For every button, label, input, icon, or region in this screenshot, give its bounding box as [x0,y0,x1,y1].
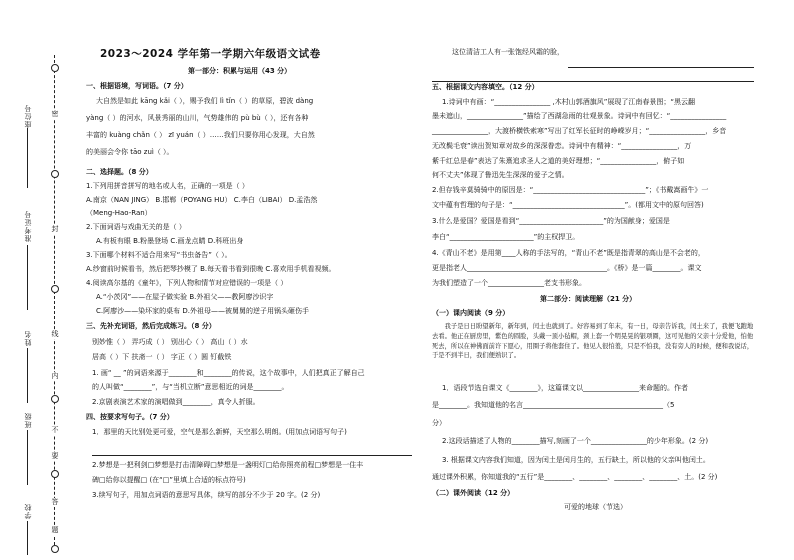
sentence-stem: 这位清洁工人有一张饱经风霜的脸， [452,48,564,56]
fill-line: 紫千红总是春”表达了朱熹追求圣人之道的美好理想；“________________，俯子如 [432,157,685,165]
part1-heading: 第一部分：积累与运用（43 分） [188,67,292,75]
reading2-title: 可爱的地球（节选） [564,503,627,511]
binding-margin [0,0,70,560]
binding-hole [51,395,59,403]
seal-mark: 封 [51,225,59,233]
fill-line: ________________，大渡桥横铁索寒”写出了红军长征时的峥嵘岁月；“________________，乡音 [432,127,727,135]
answer-options: A.纱窗前时候看书，然后把琴抄模了 B.每天看书看到很晚 C.喜欢用手机看视频。 [86,265,336,273]
answer-line[interactable] [432,74,754,82]
fill-line: 4.《青山不老》是用第____人称的手法写的，“青山不老”既是指青翠的高山是不会老的， [432,249,705,257]
section1-line: 大自然是如此 kāng kǎi（ ），赐予我们 lì tǐn（ ）的草原，碧波 dàng [96,97,314,105]
fill-line: 墨未遮山，________________”描绘了西湖急雨的壮观景象。诗词中有回忆：“________________ [432,112,727,120]
binding-hole [51,170,59,178]
question-text: 1. 画“ __ ”的词语来源于________和________的传说，这个故事中，人们把真正了解自己 [92,369,365,377]
question-text: 分） [432,419,446,427]
question-text: 的人叫做“________”，与“当机立断”意思相近的词是________。 [92,383,289,391]
section1-line: 丰富的 kuàng chǎn（ ） zī yuán（ ）……我们只要你用心发现，大自然 [86,131,315,139]
fill-line: 何不丈夫”体现了鲁迅先生深深的爱子之情。 [432,171,569,179]
question-text: 2.这段话描述了人物的________描写,刻画了一个________________的少年形象。(2 分) [442,437,709,445]
section2-heading: 二、选择题。（8 分） [86,168,153,176]
answer-line[interactable] [568,60,754,68]
question-text: 通过课外积累，你知道我的“五行”是________、________、________、________、土。(2 分) [432,473,718,481]
seat-number-label: 座位号 [24,104,32,128]
reading2-heading: （二）课外阅读（12 分） [432,489,515,497]
answer-options: A.有板有眼 B.粉墨登场 C.画龙点睛 D.科班出身 [96,237,244,245]
question-text: 1．那里的天比别处更可爱，空气是那么新鲜，天空那么明朗。(用加点词语写句子) [92,428,347,436]
reading-passage: 我子是日日盼望新年，新年到，闰土也就到了。好容易到了年末，有一日，母亲告诉我，闰土来了，我便飞跑地去看。他正在厨房里，紫色的圆脸，头戴一顶小毡帽，颈上套一个明晃晃的银项圈，这可见他的父亲十分爱他，怕他死去，所以在神佛面前许下愿心，用圈子将他套住了。他见人很怕羞，只是不怕我，没有旁人的时候，便和我说话，于是不到半日，我们便熟识了。 [432,323,754,360]
seal-mark: 题 [51,526,59,534]
seal-mark: 不 [51,426,59,434]
school-field[interactable] [27,521,28,555]
idiom-row: 居高（ ）下 扶斋一（ ） 字正（ ）圆 钉截铁 [92,353,232,361]
seal-mark: 答 [51,498,59,506]
exam-number-label: 准考证号 [24,210,32,242]
seal-mark: 密 [51,110,59,118]
section5-heading: 五、根据课文内容填空。（12 分） [432,83,539,91]
answer-options: C.阿廖沙——染坏家的桌布 D.外祖母——被舅舅的逆子用锅头砸伤手 [96,307,309,315]
section1-heading: 一、根据语境，写词语。（7 分） [86,82,188,90]
seal-mark: 内 [51,372,59,380]
fill-line: 无改鬓毛衰”读出贺知章对故乡的深深眷恋。诗词中有精神：“________________，万 [432,142,692,150]
question-text: 3.续写句子，用加点词语的意思写具体，续写的部分不少于 20 字。(2 分) [92,491,321,499]
fill-line: 1.诗词中有画：“________________ ,木村山郭酒旗风”展现了江南春景图；“黑云翻 [442,98,696,106]
question-text: 2.下面词语与戏曲无关的是（ ） [86,223,186,231]
class-field[interactable] [27,430,28,485]
seal-mark: 要 [51,452,59,460]
part2-heading: 第二部分：阅读理解（21 分） [540,295,637,303]
binding-hole [51,285,59,293]
question-text: 1．语段节选自课文《________》，这篇课文以________________来命题的。作者 [442,384,688,392]
exam-number-field[interactable] [27,245,28,310]
binding-hole [51,545,59,553]
fill-line: 更是指老人________________________________________。《桥》是一篇________。课文 [432,264,702,272]
question-text: 3. 根据课文内容我们知道，因为闰土是闰月生的，五行缺土，所以他的父亲叫他闰土。 [442,456,710,464]
class-label: 班级 [24,412,32,428]
seat-number-field[interactable] [27,128,28,188]
binding-hole [51,470,59,478]
question-text: 2.京剧表演艺术家的演唱做到________，真令人折服。 [92,398,260,406]
exam-title: 2023～2024 学年第一学期六年级语文试卷 [100,48,321,60]
question-text: 2.梦想是一把利剑□梦想是打击清障碍□梦想是一盏明灯□给你照亮前程□梦想是一住丰 [92,461,364,469]
seal-mark: 线 [51,330,59,338]
name-field[interactable] [27,348,28,403]
school-label: 学校 [24,503,32,519]
idiom-row: 别妙惟（ ） 弄巧成（ ） 别出心（ ） 高山（ ）水 [92,338,248,346]
answer-options: A.“小茨冈”——在屋子做实验 B.外祖父——教阿廖沙识字 [96,293,274,301]
question-text: 碑□给你以提醒□ (在“□”里填上合适的标点符号) [92,476,246,484]
question-text: 1.下列用拼音拼写的地名或人名，正确的一项是（ ） [86,182,249,190]
question-text: 4.阅读高尔基的《童年》，下列人物和情节对应错误的一项是（ ） [86,279,288,287]
question-text: 3.下面哪个材料不适合用来写“书虫备告”（ ）。 [86,251,232,259]
fill-line: 为我们塑造了一个________________老支书形象。 [432,279,586,287]
reading1-heading: （一）课内阅读（9 分） [432,309,510,317]
answer-line[interactable] [92,448,412,456]
answer-options: （Meng-Hao-Ran） [86,209,152,217]
answer-options: A.南京（NAN JING） B.邯郸（POYANG HU） C.李白（LIBAI） D.孟浩然 [86,196,318,204]
section4-heading: 四、按要求写句子。（7 分） [86,413,174,421]
fill-line: 文中蕴有哲理的句子是：“________________________________”。(都用文中的原句回答) [432,201,704,209]
fill-line: 2.但存钱辛莫骑骑中的原因是：“________________________________”；《书戴嵩画牛》一 [432,186,709,194]
name-label: 姓名 [24,330,32,346]
fill-line: 李白“________________________”的主权捍卫。 [432,233,580,241]
binding-hole [51,64,59,72]
section1-line: 的美丽会令你 tāo zuì（ ）。 [86,148,174,156]
section1-line: yàng（ ）的河水，风景秀丽的山川，气势雄伟的 pù bù（ ），还有各种 [86,114,309,122]
question-text: 是________。我知道他的名言________________________________________（5 [432,401,675,409]
section3-heading: 三、先补充词语，然后完成练习。（8 分） [86,322,216,330]
fill-line: 3.什么是爱国？爱国是看到“________________________”的为国献身；爱国是 [432,217,670,225]
